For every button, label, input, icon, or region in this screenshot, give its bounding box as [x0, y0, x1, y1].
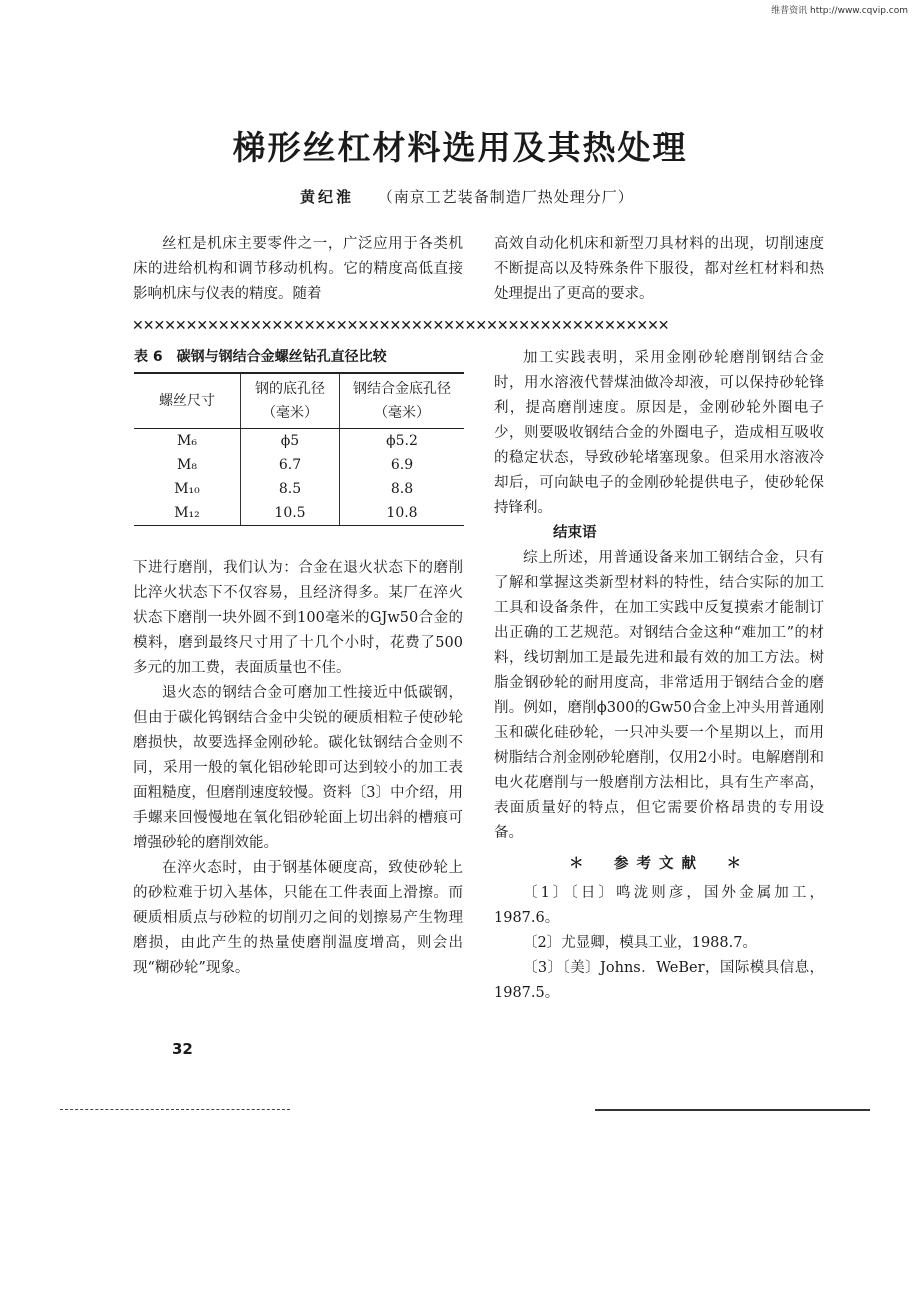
byline — [300, 186, 634, 207]
table-row — [134, 477, 464, 501]
intro-paragraph-left: 丝杠是机床主要零件之一，广泛应用于各类机床的进给机构和调节移动机构。它的精度高低直接影响机床与仪表的精度。随着 — [133, 236, 463, 302]
table-cell: ϕ5.2 — [340, 429, 465, 454]
table-header-size: 螺丝尺寸 — [134, 373, 241, 429]
table-cell: M₆ — [177, 433, 197, 449]
table-cell: 8.5 — [241, 477, 340, 501]
author-affiliation: （南京工艺装备制造厂热处理分厂） — [377, 188, 634, 206]
right-body-column — [494, 346, 824, 1006]
comparison-table — [134, 372, 464, 526]
reference-item: 〔3〕〔美〕Johns．WeBer，国际模具信息，1987.5。 — [494, 960, 824, 1001]
table-cell: M₈ — [177, 457, 197, 473]
references-heading: ＊ 参考文献 ＊ — [569, 856, 749, 872]
left-body-column — [133, 556, 463, 981]
table-row — [134, 429, 464, 454]
article-title: 梯形丝杠材料选用及其热处理 — [232, 128, 688, 167]
body-paragraph: 加工实践表明，采用金刚砂轮磨削钢结合金时，用水溶液代替煤油做冷却液，可以保持砂轮锋利，提高磨削速度。原因是，金刚砂轮外圈电子少，则要吸收钢结合金的外圈电子，造成相互吸收的稳定状态，导致砂轮堵塞现象。但采用水溶液冷却后，可向缺电子的金刚砂轮提供电子，使砂轮保持锋利。 — [494, 350, 824, 516]
body-paragraph: 在淬火态时，由于钢基体硬度高，致使砂轮上的砂粒难于切入基体，只能在工件表面上滑擦。而硬质相质点与砂粒的切削刃之间的划擦易产生物理磨损，由此产生的热量使磨削温度增高，则会出现“糊砂轮”现象。 — [133, 860, 463, 976]
body-paragraph: 退火态的钢结合金可磨加工性接近中低碳钢，但由于碳化钨钢结合金中尖锐的硬质相粒子使砂轮磨损快，故要选择金刚砂轮。碳化钛钢结合金则不同，采用一般的氧化铝砂轮即可达到较小的加工表面粗糙度，但磨削速度较慢。资料〔3〕中介绍，用手螺来回慢慢地在氧化铝砂轮面上切出斜的槽痕可增强砂轮的磨削效能。 — [133, 685, 463, 851]
intro-right-column — [494, 232, 824, 307]
table-cell: M₁₀ — [174, 481, 200, 497]
table-cell: 8.8 — [340, 477, 465, 501]
table-cell: 10.5 — [241, 501, 340, 526]
conclusion-heading: 结束语 — [553, 525, 597, 541]
intro-left-column — [133, 232, 463, 307]
table-cell: 10.8 — [340, 501, 465, 526]
body-paragraph: 综上所述，用普通设备来加工钢结合金，只有了解和掌握这类新型材料的特性，结合实际的加工工具和设备条件，在加工实践中反复摸索才能制订出正确的工艺规范。对钢结合金这种“难加工”的材料，线切割加工是最先进和最有效的加工方法。树脂金钢砂轮的耐用度高，非常适用于钢结合金的磨削。例如，磨削ϕ300的Gw50合金上冲头用普通刚玉和碳化硅砂轮，一只冲头要一个星期以上，而用树脂结合剂金刚砂轮磨削，仅用2小时。电解磨削和电火花磨削与一般磨削方法相比，具有生产率高，表面质量好的特点，但它需要价格昂贵的专用设备。 — [494, 550, 824, 841]
decorative-divider: ✕✕✕✕✕✕✕✕✕✕✕✕✕✕✕✕✕✕✕✕✕✕✕✕✕✕✕✕✕✕✕✕✕✕✕✕✕✕✕✕✕✕✕✕✕✕✕✕✕✕ — [132, 318, 669, 334]
table-row — [134, 501, 464, 526]
footer-rule-right — [595, 1109, 870, 1111]
table-cell: 6.7 — [241, 453, 340, 477]
table-cell: 6.9 — [340, 453, 465, 477]
intro-paragraph-right: 高效自动化机床和新型刀具材料的出现，切削速度不断提高以及特殊条件下服役，都对丝杠材料和热处理提出了更高的要求。 — [494, 236, 824, 302]
watermark-header: 维普资讯 http://www.cqvip.com — [771, 6, 908, 16]
table-header-steel: 钢的底孔径 （毫米） — [241, 373, 340, 429]
table-cell: ϕ5 — [241, 429, 340, 454]
table-header-alloy: 钢结合金底孔径 （毫米） — [340, 373, 465, 429]
table-row — [134, 453, 464, 477]
reference-item: 〔2〕尤显卿，模具工业，1988.7。 — [523, 935, 757, 951]
author-name: 黄纪淮 — [300, 188, 355, 206]
table-cell: M₁₂ — [134, 501, 241, 526]
footer-rule-left — [60, 1109, 290, 1110]
body-paragraph: 下进行磨削，我们认为：合金在退火状态下的磨削比淬火状态下不仅容易，且经济得多。某厂在淬火状态下磨削一块外圆不到100毫米的GJw50合金的模料，磨到最终尺寸用了十几个小时，花费了500多元的加工费，表面质量也不佳。 — [133, 560, 463, 676]
table-caption: 表 6 碳钢与钢结合金螺丝钻孔直径比较 — [134, 349, 387, 365]
reference-item: 〔1〕〔日〕鸣泷则彦，国外金属加工，1987.6。 — [494, 885, 824, 926]
page-number: 32 — [172, 1040, 193, 1058]
